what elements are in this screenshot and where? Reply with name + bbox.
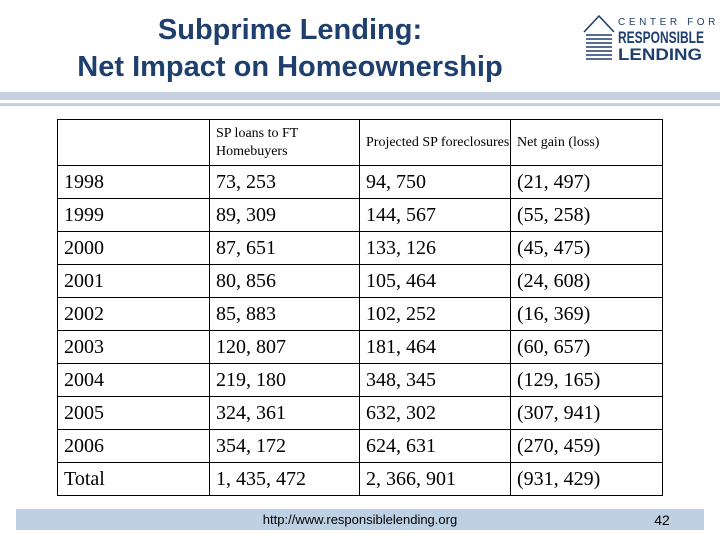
cell-projected-foreclosures: 102, 252 [360,298,511,331]
cell-sp-loans: 120, 807 [210,331,360,364]
slide-title-line-2: Net Impact on Homeownership [77,51,503,83]
logo-text-line-2: RESPONSIBLE [618,28,704,47]
cell-sp-loans: 87, 651 [210,232,360,265]
cell-projected-foreclosures: 105, 464 [360,265,511,298]
slide-title-line-1: Subprime Lending: [157,14,423,46]
cell-projected-foreclosures: 624, 631 [360,430,511,463]
cell-year: 2004 [58,364,210,397]
cell-net-gain: (931, 429) [511,463,663,496]
cell-year: Total [58,463,210,496]
cell-year: 2002 [58,298,210,331]
cell-net-gain: (129, 165) [511,364,663,397]
cell-net-gain: (16, 369) [511,298,663,331]
table-row [58,463,663,496]
cell-net-gain: (307, 941) [511,397,663,430]
cell-projected-foreclosures: 181, 464 [360,331,511,364]
cell-sp-loans: 324, 361 [210,397,360,430]
header-divider-thin [0,103,720,106]
table-header-row [58,120,663,166]
cell-year: 2005 [58,397,210,430]
cell-year: 2006 [58,430,210,463]
table-row [58,166,663,199]
table-row [58,298,663,331]
cell-net-gain: (45, 475) [511,232,663,265]
footer-url: http://www.responsiblelending.org [262,512,458,527]
cell-net-gain: (21, 497) [511,166,663,199]
cell-year: 1999 [58,199,210,232]
header-year [58,120,210,166]
cell-net-gain: (270, 459) [511,430,663,463]
header-sp-loans: SP loans to FT Homebuyers [210,120,360,166]
cell-net-gain: (60, 657) [511,331,663,364]
cell-sp-loans: 80, 856 [210,265,360,298]
logo-text-line-3: LENDING [618,45,702,64]
logo-graphic [582,12,719,64]
cell-year: 2000 [58,232,210,265]
cell-sp-loans: 85, 883 [210,298,360,331]
building-icon [584,16,614,59]
cell-sp-loans: 89, 309 [210,199,360,232]
cell-net-gain: (55, 258) [511,199,663,232]
table-row [58,199,663,232]
cell-projected-foreclosures: 144, 567 [360,199,511,232]
cell-net-gain: (24, 608) [511,265,663,298]
table-row [58,397,663,430]
table-row [58,430,663,463]
cell-sp-loans: 219, 180 [210,364,360,397]
header-divider-thick [0,92,720,100]
cell-projected-foreclosures: 348, 345 [360,364,511,397]
cell-sp-loans: 1, 435, 472 [210,463,360,496]
cell-year: 2001 [58,265,210,298]
cell-projected-foreclosures: 632, 302 [360,397,511,430]
cell-projected-foreclosures: 133, 126 [360,232,511,265]
cell-sp-loans: 354, 172 [210,430,360,463]
header-net-gain: Net gain (loss) [511,120,663,166]
cell-year: 1998 [58,166,210,199]
footer-bar [16,509,704,530]
slide-title [40,12,540,86]
header-projected-foreclosures: Projected SP foreclosures [360,120,511,166]
page-number: 42 [654,512,670,528]
center-for-responsible-lending-logo [582,12,719,64]
table-row [58,364,663,397]
table-row [58,331,663,364]
cell-sp-loans: 73, 253 [210,166,360,199]
logo-text-line-1: CENTER FOR [618,17,719,28]
table-row [58,265,663,298]
table-row [58,232,663,265]
cell-year: 2003 [58,331,210,364]
homeownership-impact-table [57,119,663,496]
cell-projected-foreclosures: 2, 366, 901 [360,463,511,496]
cell-projected-foreclosures: 94, 750 [360,166,511,199]
